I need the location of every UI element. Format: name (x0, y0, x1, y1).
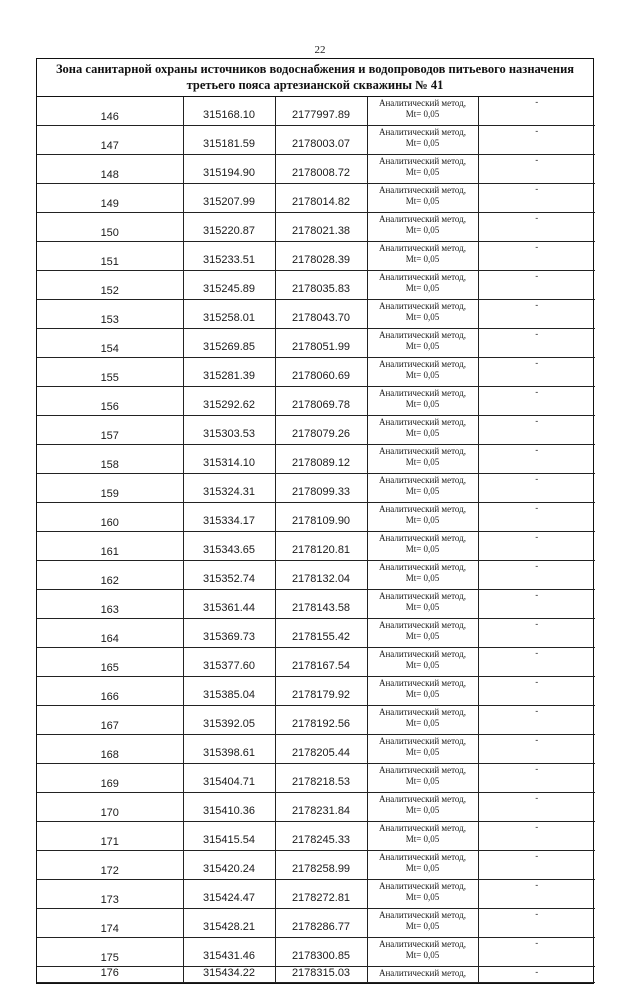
x-coordinate-cell: 315431.46 (183, 938, 275, 967)
y-coordinate-cell: 2178167.54 (275, 648, 367, 677)
y-coordinate-cell: 2178231.84 (275, 793, 367, 822)
method-cell (367, 909, 478, 938)
table-row (37, 416, 595, 445)
accuracy-text: Mt= 0,05 (405, 369, 440, 380)
method-cell (367, 706, 478, 735)
accuracy-text: Mt= 0,05 (405, 630, 440, 641)
table-row (37, 967, 595, 983)
note-cell: - (478, 793, 595, 822)
y-coordinate-cell: 2178120.81 (275, 532, 367, 561)
method-text: Аналитический метод, (378, 504, 467, 514)
method-cell (367, 213, 478, 242)
x-coordinate-cell: 315220.87 (183, 213, 275, 242)
x-coordinate-cell: 315314.10 (183, 445, 275, 474)
note-cell: - (478, 967, 595, 983)
x-coordinate-cell: 315343.65 (183, 532, 275, 561)
note-cell: - (478, 416, 595, 445)
x-coordinate-cell: 315385.04 (183, 677, 275, 706)
x-coordinate-cell: 315194.90 (183, 155, 275, 184)
table-row (37, 648, 595, 677)
method-cell (367, 851, 478, 880)
table-row (37, 155, 595, 184)
method-text: Аналитический метод, (378, 98, 467, 108)
note-cell: - (478, 329, 595, 358)
note-cell: - (478, 822, 595, 851)
method-cell (367, 735, 478, 764)
y-coordinate-cell: 2178003.07 (275, 126, 367, 155)
y-coordinate-cell: 2178143.58 (275, 590, 367, 619)
table-row (37, 677, 595, 706)
y-coordinate-cell: 2178043.70 (275, 300, 367, 329)
note-cell: - (478, 909, 595, 938)
x-coordinate-cell: 315258.01 (183, 300, 275, 329)
method-cell (367, 822, 478, 851)
note-cell: - (478, 474, 595, 503)
y-coordinate-cell: 2178155.42 (275, 619, 367, 648)
method-text: Аналитический метод, (378, 707, 467, 717)
x-coordinate-cell: 315352.74 (183, 561, 275, 590)
method-cell (367, 793, 478, 822)
y-coordinate-cell: 2178286.77 (275, 909, 367, 938)
table-row (37, 97, 595, 126)
table-title-line-2: третьего пояса артезианской скважины № 41 (186, 78, 444, 92)
table-row (37, 271, 595, 300)
method-cell (367, 184, 478, 213)
note-cell: - (478, 213, 595, 242)
note-cell: - (478, 851, 595, 880)
table-row (37, 822, 595, 851)
y-coordinate-cell: 2178109.90 (275, 503, 367, 532)
method-text: Аналитический метод, (378, 475, 467, 485)
x-coordinate-cell: 315245.89 (183, 271, 275, 300)
point-number-cell: 162 (37, 561, 183, 590)
x-coordinate-cell: 315168.10 (183, 97, 275, 126)
point-number-cell: 157 (37, 416, 183, 445)
table-row (37, 880, 595, 909)
table-row (37, 329, 595, 358)
table-row (37, 213, 595, 242)
accuracy-text: Mt= 0,05 (405, 137, 440, 148)
accuracy-text: Mt= 0,05 (405, 224, 440, 235)
method-text: Аналитический метод, (378, 330, 467, 340)
point-number-cell: 159 (37, 474, 183, 503)
method-text: Аналитический метод, (378, 127, 467, 137)
note-cell: - (478, 619, 595, 648)
x-coordinate-cell: 315392.05 (183, 706, 275, 735)
table-row (37, 619, 595, 648)
accuracy-text: Mt= 0,05 (405, 108, 440, 119)
x-coordinate-cell: 315415.54 (183, 822, 275, 851)
method-cell (367, 503, 478, 532)
method-text: Аналитический метод, (378, 881, 467, 891)
note-cell: - (478, 590, 595, 619)
method-cell (367, 474, 478, 503)
accuracy-text: Mt= 0,05 (405, 862, 440, 873)
method-text: Аналитический метод, (378, 272, 467, 282)
method-text: Аналитический метод, (378, 678, 467, 688)
method-text: Аналитический метод, (378, 388, 467, 398)
accuracy-text: Mt= 0,05 (405, 717, 440, 728)
note-cell: - (478, 648, 595, 677)
accuracy-text: Mt= 0,05 (405, 340, 440, 351)
method-cell (367, 387, 478, 416)
point-number-cell: 171 (37, 822, 183, 851)
x-coordinate-cell: 315334.17 (183, 503, 275, 532)
table-row (37, 387, 595, 416)
table-row (37, 590, 595, 619)
table-title-line-1: Зона санитарной охраны источников водоснабжения и водопроводов питьевого назначения (55, 62, 575, 76)
method-text: Аналитический метод, (378, 359, 467, 369)
accuracy-text: Mt= 0,05 (405, 949, 440, 960)
y-coordinate-cell: 2178132.04 (275, 561, 367, 590)
note-cell: - (478, 271, 595, 300)
x-coordinate-cell: 315398.61 (183, 735, 275, 764)
y-coordinate-cell: 2177997.89 (275, 97, 367, 126)
point-number-cell: 165 (37, 648, 183, 677)
page-number: 22 (314, 44, 326, 56)
point-number-cell: 153 (37, 300, 183, 329)
method-text: Аналитический метод, (378, 591, 467, 601)
table-row (37, 793, 595, 822)
y-coordinate-cell: 2178300.85 (275, 938, 367, 967)
x-coordinate-cell: 315428.21 (183, 909, 275, 938)
point-number-cell: 148 (37, 155, 183, 184)
method-text: Аналитический метод, (378, 794, 467, 804)
note-cell: - (478, 561, 595, 590)
coordinates-table-body (37, 97, 595, 983)
point-number-cell: 172 (37, 851, 183, 880)
point-number-cell: 150 (37, 213, 183, 242)
point-number-cell: 168 (37, 735, 183, 764)
method-text: Аналитический метод, (378, 562, 467, 572)
point-number-cell: 154 (37, 329, 183, 358)
table-row (37, 445, 595, 474)
x-coordinate-cell: 315292.62 (183, 387, 275, 416)
note-cell: - (478, 706, 595, 735)
method-cell (367, 271, 478, 300)
accuracy-text: Mt= 0,05 (405, 282, 440, 293)
y-coordinate-cell: 2178315.03 (275, 967, 367, 983)
x-coordinate-cell: 315377.60 (183, 648, 275, 677)
y-coordinate-cell: 2178272.81 (275, 880, 367, 909)
accuracy-text: Mt= 0,05 (405, 601, 440, 612)
point-number-cell: 173 (37, 880, 183, 909)
table-row (37, 126, 595, 155)
note-cell: - (478, 735, 595, 764)
accuracy-text: Mt= 0,05 (405, 833, 440, 844)
point-number-cell: 152 (37, 271, 183, 300)
method-text: Аналитический метод, (378, 852, 467, 862)
method-cell (367, 938, 478, 967)
point-number-cell: 158 (37, 445, 183, 474)
x-coordinate-cell: 315369.73 (183, 619, 275, 648)
note-cell: - (478, 532, 595, 561)
table-row (37, 735, 595, 764)
point-number-cell: 156 (37, 387, 183, 416)
point-number-cell: 160 (37, 503, 183, 532)
note-cell: - (478, 938, 595, 967)
method-cell (367, 677, 478, 706)
accuracy-text: Mt= 0,05 (405, 688, 440, 699)
note-cell: - (478, 155, 595, 184)
note-cell: - (478, 880, 595, 909)
x-coordinate-cell: 315324.31 (183, 474, 275, 503)
method-cell (367, 416, 478, 445)
point-number-cell: 151 (37, 242, 183, 271)
y-coordinate-cell: 2178245.33 (275, 822, 367, 851)
accuracy-text: Mt= 0,05 (405, 514, 440, 525)
x-coordinate-cell: 315420.24 (183, 851, 275, 880)
table-row (37, 474, 595, 503)
accuracy-text: Mt= 0,05 (405, 398, 440, 409)
point-number-cell: 163 (37, 590, 183, 619)
coordinates-table (37, 97, 595, 983)
method-text: Аналитический метод, (378, 243, 467, 253)
note-cell: - (478, 358, 595, 387)
method-text: Аналитический метод, (378, 649, 467, 659)
y-coordinate-cell: 2178099.33 (275, 474, 367, 503)
note-cell: - (478, 387, 595, 416)
y-coordinate-cell: 2178258.99 (275, 851, 367, 880)
method-cell (367, 126, 478, 155)
method-cell (367, 329, 478, 358)
table-row (37, 532, 595, 561)
accuracy-text: Mt= 0,05 (405, 920, 440, 931)
method-cell (367, 967, 478, 983)
table-row (37, 242, 595, 271)
y-coordinate-cell: 2178218.53 (275, 764, 367, 793)
table-row (37, 851, 595, 880)
y-coordinate-cell: 2178008.72 (275, 155, 367, 184)
note-cell: - (478, 503, 595, 532)
accuracy-text: Mt= 0,05 (405, 195, 440, 206)
y-coordinate-cell: 2178205.44 (275, 735, 367, 764)
method-cell (367, 880, 478, 909)
y-coordinate-cell: 2178028.39 (275, 242, 367, 271)
method-text: Аналитический метод, (378, 214, 467, 224)
note-cell: - (478, 300, 595, 329)
point-number-cell: 170 (37, 793, 183, 822)
point-number-cell: 166 (37, 677, 183, 706)
accuracy-text: Mt= 0,05 (405, 746, 440, 757)
accuracy-text: Mt= 0,05 (405, 427, 440, 438)
method-cell (367, 300, 478, 329)
method-text: Аналитический метод, (378, 736, 467, 746)
x-coordinate-cell: 315303.53 (183, 416, 275, 445)
x-coordinate-cell: 315361.44 (183, 590, 275, 619)
coordinates-table-frame (36, 58, 594, 984)
point-number-cell: 155 (37, 358, 183, 387)
method-text: Аналитический метод, (378, 823, 467, 833)
table-title (37, 59, 593, 97)
point-number-cell: 149 (37, 184, 183, 213)
method-text: Аналитический метод, (378, 765, 467, 775)
method-text: Аналитический метод, (378, 446, 467, 456)
method-cell (367, 648, 478, 677)
method-text: Аналитический метод, (378, 156, 467, 166)
method-cell (367, 242, 478, 271)
accuracy-text: Mt= 0,05 (405, 891, 440, 902)
x-coordinate-cell: 315233.51 (183, 242, 275, 271)
point-number-cell: 147 (37, 126, 183, 155)
method-text: Аналитический метод, (378, 939, 467, 949)
method-cell (367, 561, 478, 590)
point-number-cell: 175 (37, 938, 183, 967)
point-number-cell: 176 (37, 967, 183, 983)
point-number-cell: 174 (37, 909, 183, 938)
point-number-cell: 146 (37, 97, 183, 126)
x-coordinate-cell: 315281.39 (183, 358, 275, 387)
method-text: Аналитический метод, (378, 417, 467, 427)
method-cell (367, 590, 478, 619)
point-number-cell: 161 (37, 532, 183, 561)
method-text: Аналитический метод, (378, 910, 467, 920)
method-cell (367, 619, 478, 648)
x-coordinate-cell: 315181.59 (183, 126, 275, 155)
x-coordinate-cell: 315410.36 (183, 793, 275, 822)
point-number-cell: 167 (37, 706, 183, 735)
y-coordinate-cell: 2178014.82 (275, 184, 367, 213)
note-cell: - (478, 97, 595, 126)
table-row (37, 184, 595, 213)
accuracy-text: Mt= 0,05 (405, 485, 440, 496)
method-cell (367, 97, 478, 126)
accuracy-text: Mt= 0,05 (405, 775, 440, 786)
note-cell: - (478, 677, 595, 706)
note-cell: - (478, 764, 595, 793)
method-text: Аналитический метод, (378, 185, 467, 195)
y-coordinate-cell: 2178192.56 (275, 706, 367, 735)
y-coordinate-cell: 2178079.26 (275, 416, 367, 445)
note-cell: - (478, 242, 595, 271)
x-coordinate-cell: 315434.22 (183, 967, 275, 983)
x-coordinate-cell: 315269.85 (183, 329, 275, 358)
accuracy-text: Mt= 0,05 (405, 456, 440, 467)
x-coordinate-cell: 315404.71 (183, 764, 275, 793)
y-coordinate-cell: 2178089.12 (275, 445, 367, 474)
y-coordinate-cell: 2178051.99 (275, 329, 367, 358)
accuracy-text: Mt= 0,05 (405, 659, 440, 670)
method-text: Аналитический метод, (378, 968, 467, 978)
method-text: Аналитический метод, (378, 301, 467, 311)
accuracy-text: Mt= 0,05 (405, 572, 440, 583)
method-text: Аналитический метод, (378, 533, 467, 543)
x-coordinate-cell: 315207.99 (183, 184, 275, 213)
accuracy-text: Mt= 0,05 (405, 166, 440, 177)
accuracy-text: Mt= 0,05 (405, 253, 440, 264)
method-cell (367, 358, 478, 387)
note-cell: - (478, 184, 595, 213)
method-cell (367, 445, 478, 474)
point-number-cell: 169 (37, 764, 183, 793)
table-row (37, 938, 595, 967)
table-row (37, 503, 595, 532)
table-row (37, 358, 595, 387)
method-cell (367, 155, 478, 184)
accuracy-text: Mt= 0,05 (405, 543, 440, 554)
method-text: Аналитический метод, (378, 620, 467, 630)
table-row (37, 909, 595, 938)
method-cell (367, 532, 478, 561)
y-coordinate-cell: 2178035.83 (275, 271, 367, 300)
point-number-cell: 164 (37, 619, 183, 648)
table-row (37, 706, 595, 735)
y-coordinate-cell: 2178060.69 (275, 358, 367, 387)
y-coordinate-cell: 2178069.78 (275, 387, 367, 416)
note-cell: - (478, 445, 595, 474)
table-row (37, 764, 595, 793)
y-coordinate-cell: 2178179.92 (275, 677, 367, 706)
y-coordinate-cell: 2178021.38 (275, 213, 367, 242)
accuracy-text: Mt= 0,05 (405, 311, 440, 322)
note-cell: - (478, 126, 595, 155)
accuracy-text: Mt= 0,05 (405, 804, 440, 815)
method-cell (367, 764, 478, 793)
table-row (37, 561, 595, 590)
table-row (37, 300, 595, 329)
x-coordinate-cell: 315424.47 (183, 880, 275, 909)
